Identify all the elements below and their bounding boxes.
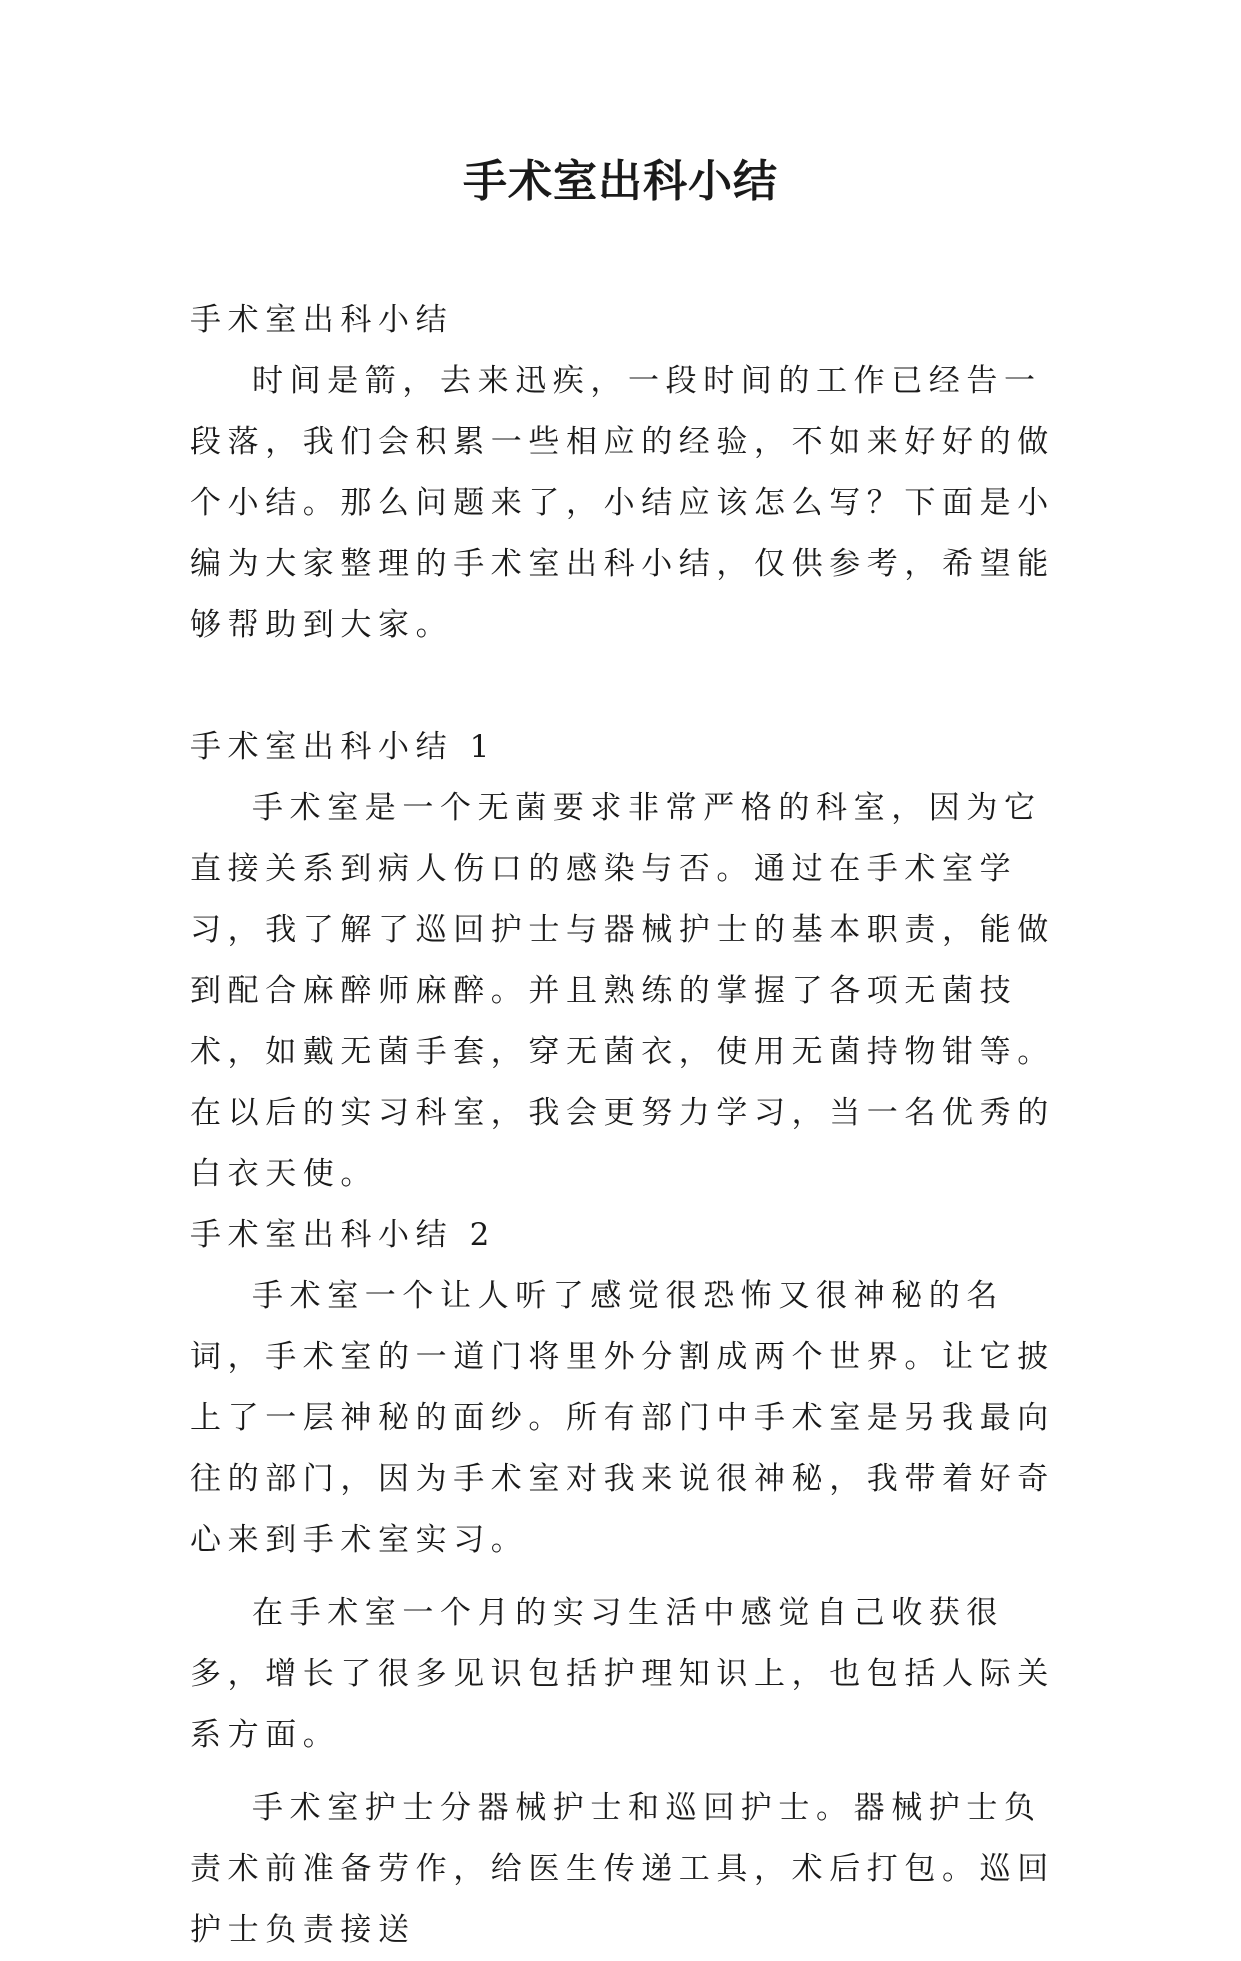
intro-heading: 手术室出科小结	[190, 302, 454, 338]
section-2-paragraph-1: 手术室一个让人听了感觉很恐怖又很神秘的名词，手术室的一道门将里外分割成两个世界。让它披上了一层神秘的面纱。所有部门中手术室是另我最向往的部门，因为手术室对我来说很神秘，我带着好奇心来到手术室实习。	[190, 1278, 1055, 1558]
section-2-paragraph-2: 在手术室一个月的实习生活中感觉自己收获很多，增长了很多见识包括护理知识上，也包括人际关系方面。	[190, 1595, 1055, 1753]
section-1-heading: 手术室出科小结 1	[190, 729, 496, 765]
document-body	[190, 290, 1070, 1961]
paragraph-spacer	[190, 1766, 1070, 1778]
section-spacer	[190, 656, 1070, 717]
section-2-heading: 手术室出科小结 2	[190, 1217, 496, 1253]
section-2-paragraph-3: 手术室护士分器械护士和巡回护士。器械护士负责术前准备劳作，给医生传递工具，术后打包。巡回护士负责接送	[190, 1790, 1055, 1948]
document-title: 手术室出科小结	[463, 156, 778, 207]
intro-paragraph: 时间是箭，去来迅疾，一段时间的工作已经告一段落，我们会积累一些相应的经验，不如来好好的做个小结。那么问题来了，小结应该怎么写？下面是小编为大家整理的手术室出科小结，仅供参考，希望能够帮助到大家。	[190, 363, 1055, 643]
section-1-paragraph-1: 手术室是一个无菌要求非常严格的科室，因为它直接关系到病人伤口的感染与否。通过在手术室学习，我了解了巡回护士与器械护士的基本职责，能做到配合麻醉师麻醉。并且熟练的掌握了各项无菌技术，如戴无菌手套，穿无菌衣，使用无菌持物钳等。在以后的实习科室，我会更努力学习，当一名优秀的白衣天使。	[190, 790, 1055, 1192]
paragraph-spacer	[190, 1571, 1070, 1583]
